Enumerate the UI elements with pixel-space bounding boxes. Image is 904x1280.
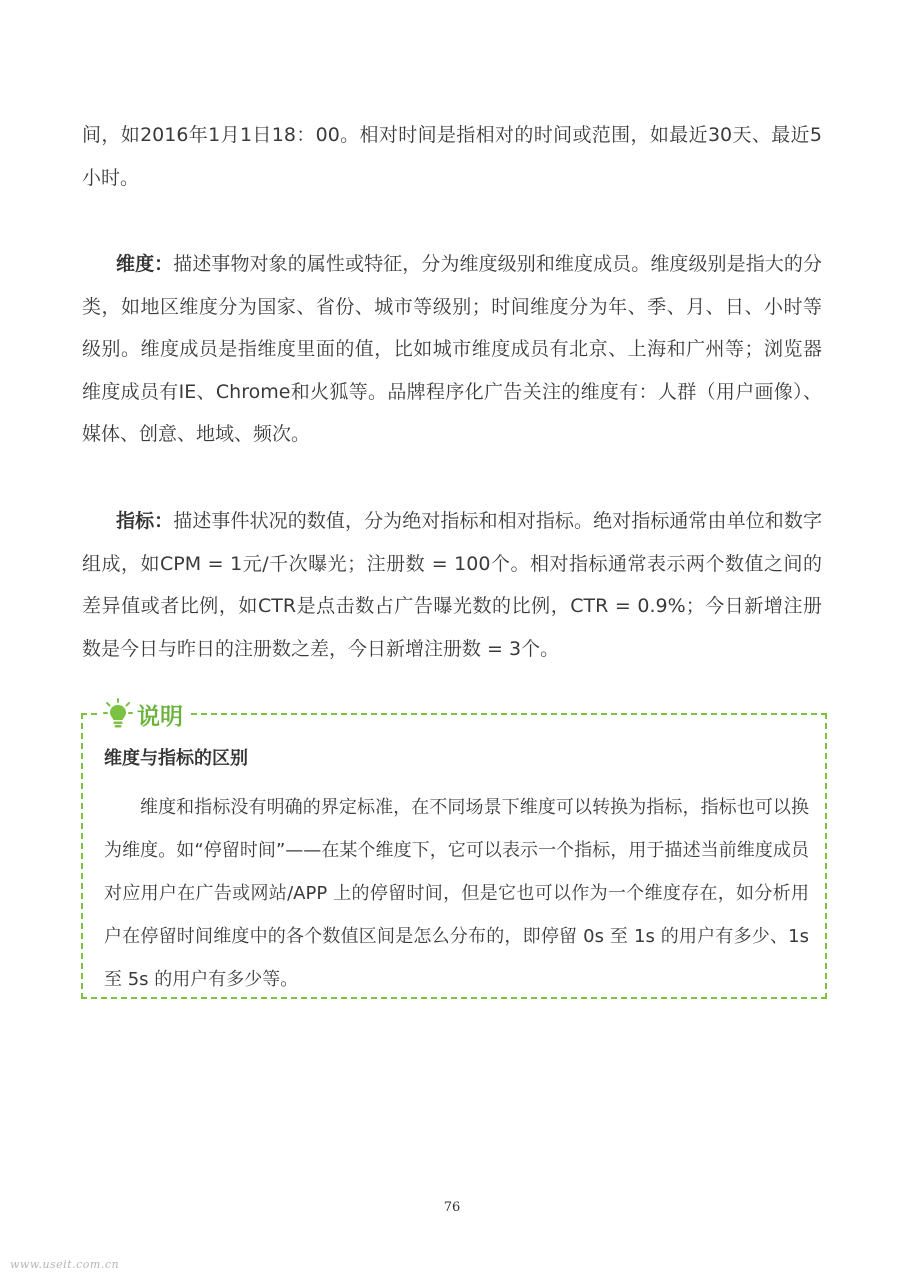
note-text: 维度和指标没有明确的界定标准，在不同场景下维度可以转换为指标，指标也可以换为维度。如“停留时间”——在某个维度下，它可以表示一个指标，用于描述当前维度成员对应用户在广告或网站/APP 上的停留时间，但是它也可以作为一个维度存在，如分析用户在停留时间维度中的各个数值区间是怎么分布的，即停留 0s 至 1s 的用户有多少、1s 至 5s 的用户有多少等。 <box>104 797 809 990</box>
note-title: 说明 <box>137 703 183 730</box>
note-subtitle: 维度与指标的区别 <box>104 748 248 769</box>
metric-label: 指标： <box>116 510 174 532</box>
metric-text: 描述事件状况的数值，分为绝对指标和相对指标。绝对指标通常由单位和数字组成，如CPM = 1元/千次曝光；注册数 = 100个。相对指标通常表示两个数值之间的差异值或者比例，如CTR是点击数占广告曝光数的比例，CTR = 0.9%；今日新增注册数是今日与昨日的注册数之差，今日新增注册数 = 3个。 <box>82 510 822 660</box>
paragraph-time: 间，如2016年1月1日18：00。相对时间是指相对的时间或范围，如最近30天、最近5小时。 <box>82 124 822 189</box>
watermark: www.useit.com.cn <box>10 1258 120 1271</box>
dimension-label: 维度： <box>116 253 174 275</box>
page-number: 76 <box>443 1200 461 1215</box>
dimension-text: 描述事物对象的属性或特征，分为维度级别和维度成员。维度级别是指大的分类，如地区维度分为国家、省份、城市等级别；时间维度分为年、季、月、日、小时等级别。维度成员是指维度里面的值，比如城市维度成员有北京、上海和广州等；浏览器维度成员有IE、Chrome和火狐等。品牌程序化广告关注的维度有：人群（用户画像）、媒体、创意、地域、频次。 <box>82 253 822 445</box>
note-header <box>99 696 189 732</box>
paragraph-dimension <box>82 243 822 456</box>
paragraph-metric <box>82 500 822 670</box>
lightbulb-icon <box>103 698 133 730</box>
